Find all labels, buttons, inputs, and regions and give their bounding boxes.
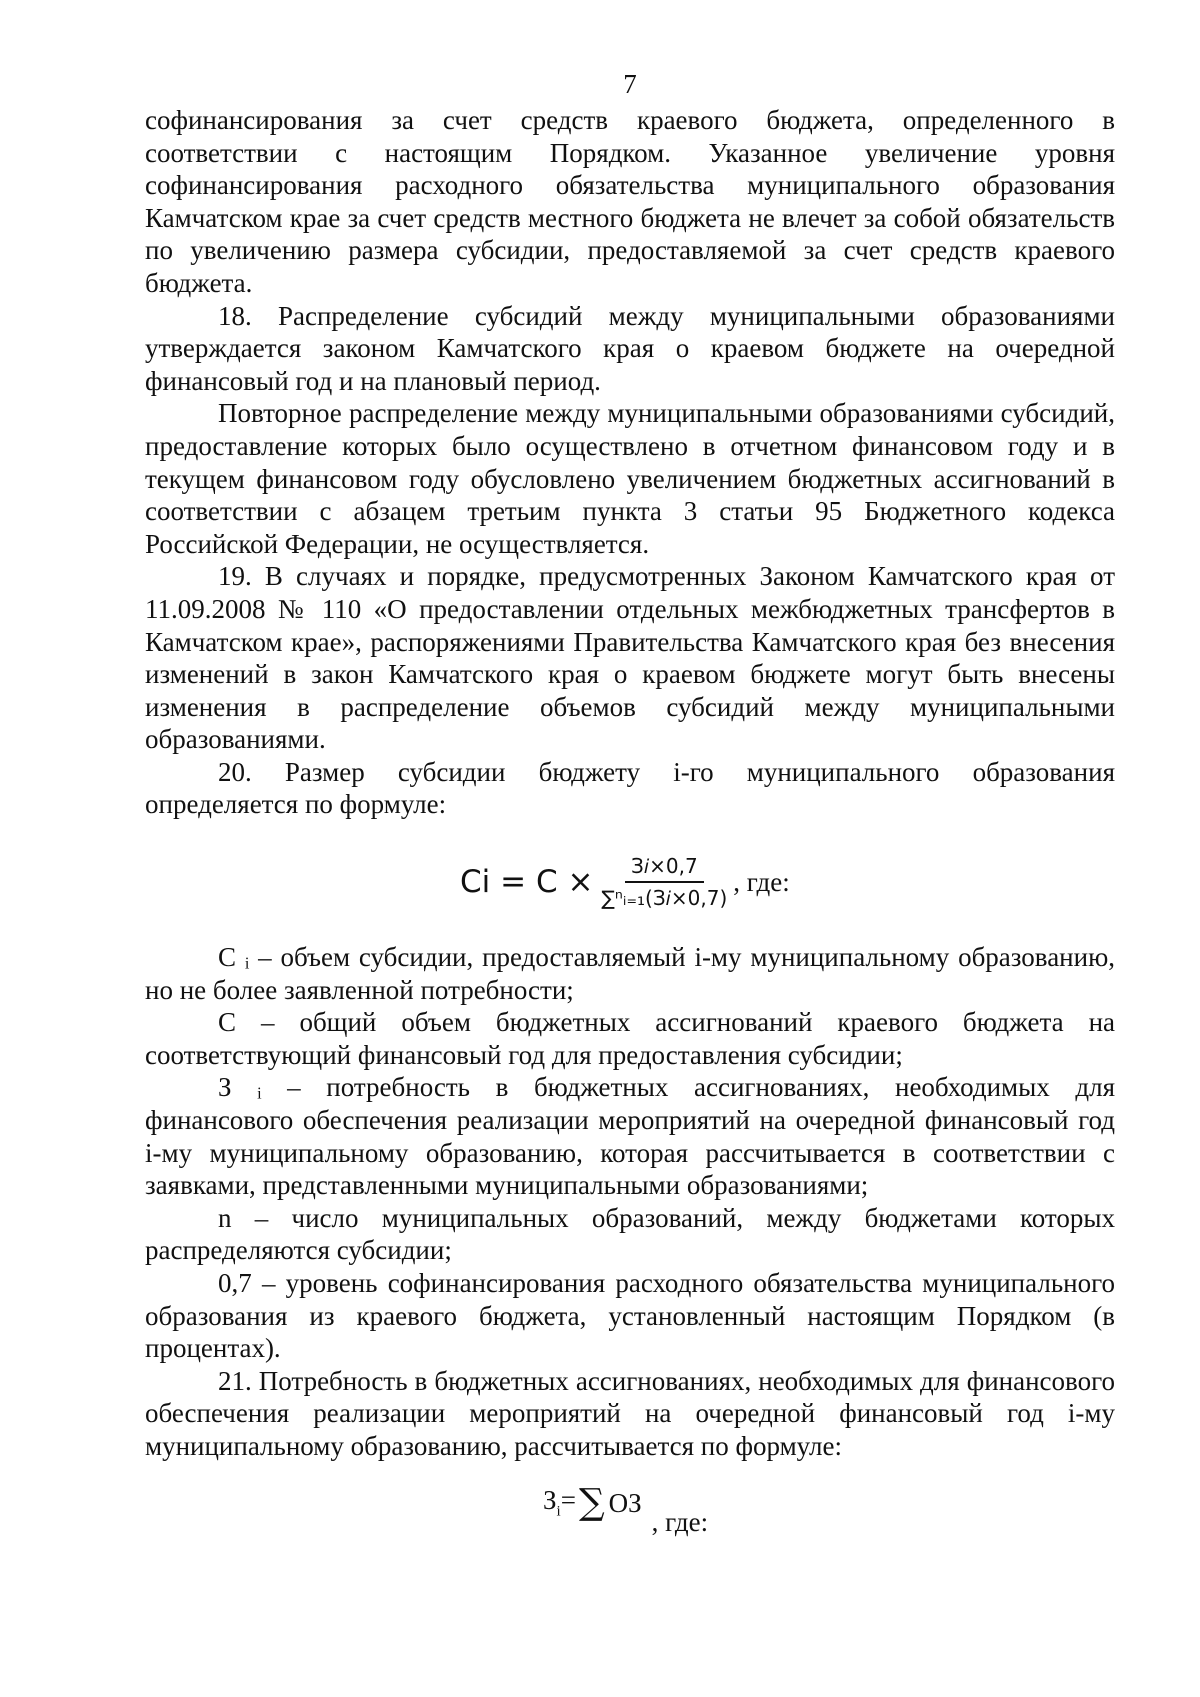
paragraph-redistribution: Повторное распределение между муниципальными образованиями субсидий, предоставление которых было осуществлено в отчетном финансовом году и в текущем финансовом году обусловлено увеличением бюджетных ассигнований в соответствии с абзацем третьим пункта 3 статьи 95 Бюджетного кодекса Российской Федерации, не осуществляется. [145, 398, 1115, 559]
formula-lhs: Ci = С × [460, 864, 594, 901]
paragraph-19: 19. В случаях и порядке, предусмотренных Законом Камчатского края от 11.09.2008 № 110 «О предоставлении отдельных межбюджетных трансфертов в Камчатском крае», распоряжениями Правительства Камчатского края без внесения изменений в закон Камчатского края о краевом бюджете могут быть внесены изменения в распределение объемов субсидий между муниципальными образованиями. [145, 561, 1115, 755]
formula2-tail: , где: [651, 1506, 709, 1537]
definition-n: n – число муниципальных образований, между бюджетами которых распределяются субсидии; [145, 1202, 1115, 1266]
document-page [145, 64, 1115, 1553]
paragraph-continuation: софинансирования за счет средств краевого бюджета, определенного в соответствии с настоящим Порядком. Указанное увеличение уровня софинансирования расходного обязательства муниципального образования Камчатском крае за счет средств местного бюджета не влечет за собой обязательств по увеличению размера субсидии, предоставляемой за счет средств краевого бюджета. [145, 105, 1115, 298]
need-formula [145, 1463, 1115, 1553]
sigma-symbol: ∑ [578, 1481, 605, 1523]
paragraph-21: 21. Потребность в бюджетных ассигнованиях, необходимых для финансового обеспечения реализации мероприятий на очередной финансовый год i-му муниципальному образованию, рассчитывается по формуле: [145, 1365, 1115, 1461]
definition-zi: З ᵢ – потребность в бюджетных ассигнованиях, необходимых для финансового обеспечения реализации мероприятий на очередной финансовый год i-му муниципальному образованию, которая рассчитывается в соответствии с заявками, представленными муниципальными образованиями; [145, 1072, 1115, 1201]
formula-tail: , где: [733, 866, 790, 897]
formula2-lhs: $З_i=$ [543, 1484, 576, 1519]
paragraph-18: 18. Распределение субсидий между муниципальными образованиями утверждается законом Камчатского края о краевом бюджете на очередной финансовый год и на плановый период. [145, 300, 1115, 396]
definition-ci: С ᵢ – объем субсидии, предоставляемый i-му муниципальному образованию, но не более заявленной потребности; [145, 942, 1115, 1005]
paragraph-20: 20. Размер субсидии бюджету i-го муниципального образования определяется по формуле: [145, 756, 1115, 820]
page-number: 7 [623, 69, 637, 99]
formula-denominator: ∑ⁿᵢ₌₁(З𝑖×0,7) [601, 886, 728, 911]
definition-rate: 0,7 – уровень софинансирования расходного обязательства муниципального образования из краевого бюджета, установленный настоящим Порядком (в процентах). [145, 1268, 1115, 1364]
subsidy-formula [145, 821, 1115, 941]
formula2-oz: ОЗ [608, 1487, 642, 1518]
definition-c: С – общий объем бюджетных ассигнований краевого бюджета на соответствующий финансовый год для предоставления субсидии; [145, 1007, 1115, 1070]
formula-numerator: З𝑖×0,7 [625, 854, 704, 883]
formula-fraction [599, 854, 729, 910]
